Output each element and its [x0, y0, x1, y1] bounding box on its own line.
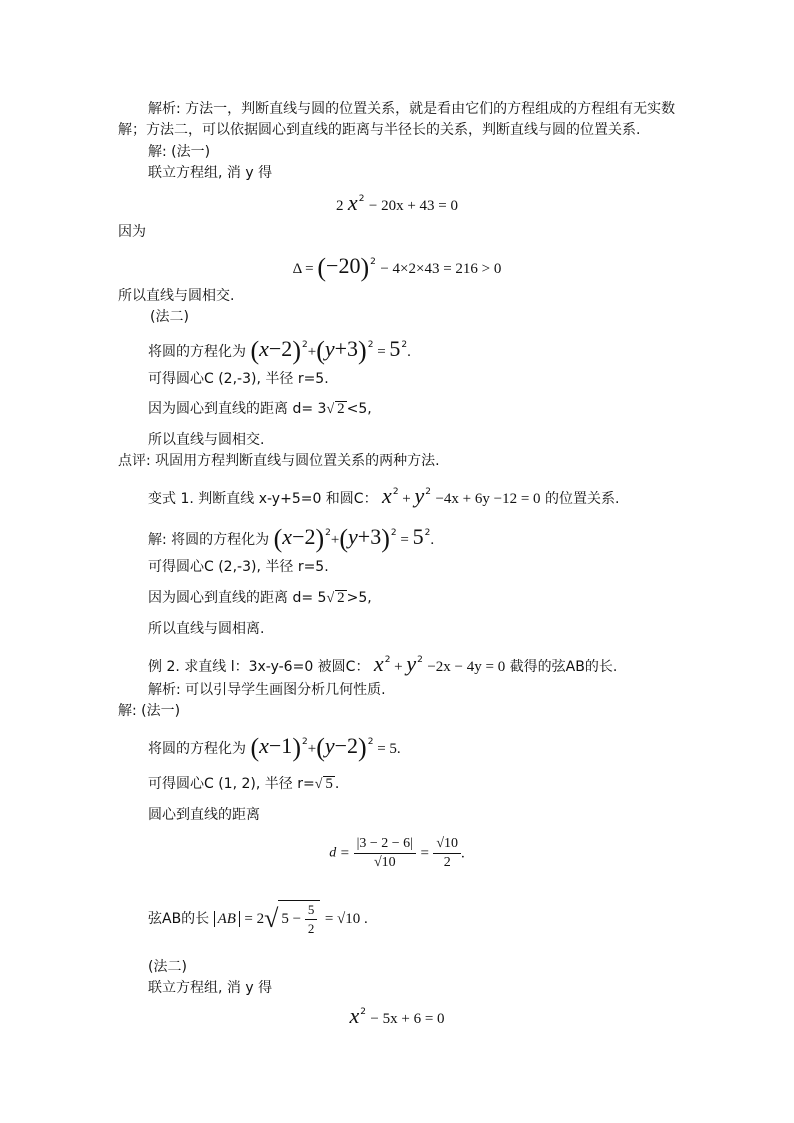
- distance-line-a: 因为圆心到直线的距离 d= 3√ 2 <5,: [148, 401, 372, 417]
- solution-method1-label: 解: (法一): [148, 144, 211, 160]
- comment-line: 点评: 巩固用方程判断直线与圆位置关系的两种方法.: [118, 453, 440, 469]
- circle-standard-form-c: 将圆的方程化为 $(x-1)^2+(y-2)^2 = 5$.: [148, 733, 401, 762]
- analysis-line-2: 解；方法二，可以依据圆心到直线的距离与半径长的关系，判断直线与圆的位置关系.: [118, 122, 641, 138]
- variant1-line: 变式 1. 判断直线 x-y+5=0 和圆C： $x^2 + y^2 -4x + 6y -12 = 0$ 的位置关系.: [148, 483, 620, 508]
- distance-line-b: 因为圆心到直线的距离 d= 5√ 2 >5,: [148, 590, 372, 606]
- distance-label-b: 因为圆心到直线的距离 d= 5: [148, 590, 327, 606]
- conclusion-intersect-2: 所以直线与圆相交.: [148, 432, 265, 448]
- distance-tail-b: >5,: [346, 590, 372, 606]
- conclusion-intersect-1: 所以直线与圆相交.: [118, 288, 235, 304]
- eliminate-y-line: 联立方程组, 消 y 得: [148, 165, 273, 181]
- example2-text: 例 2. 求直线 l：3x-y-6=0 被圆C：: [148, 659, 370, 675]
- distance-tail-a: <5,: [346, 401, 372, 417]
- because-label: 因为: [118, 224, 146, 240]
- variant1-tail: 的位置关系.: [545, 491, 620, 507]
- distance-result-numerator: √10: [433, 835, 461, 854]
- distance-fraction: [354, 835, 416, 872]
- distance-label: 圆心到直线的距离: [148, 807, 260, 823]
- distance-result-denominator: 2: [443, 855, 451, 870]
- analysis-2: 解析: 可以引导学生画图分析几何性质.: [148, 682, 386, 698]
- variant1-text: 变式 1. 判断直线 x-y+5=0 和圆C：: [148, 491, 378, 507]
- distance-numerator: |3 − 2 − 6|: [354, 835, 416, 854]
- center-radius-c-tail: .: [334, 776, 340, 792]
- example2-line: 例 2. 求直线 l：3x-y-6=0 被圆C： $x^2 + y^2 -2x - 4y = 0$ 截得的弦AB的长.: [148, 651, 618, 676]
- solution-method1-label-b: 解: (法一): [118, 703, 181, 719]
- circle-standard-form-a: 将圆的方程化为 $(x-2)^2+(y+3)^2 = 5^2$.: [148, 336, 411, 365]
- distance-label-a: 因为圆心到直线的距离 d= 3: [148, 401, 327, 417]
- chord-result: = √10 .: [324, 911, 368, 927]
- analysis-line-1: 解析: 方法一，判断直线与圆的位置关系，就是看由它们的方程组成的方程组有无实数: [148, 101, 676, 117]
- circle-standard-label-c: 将圆的方程化为: [148, 741, 246, 757]
- equation-1: 2 $x^2 - 20x + 43 = 0$: [335, 190, 459, 215]
- distance-formula: d = $\frac{|3 - 2 - 6|}{√10}$ = $\frac{√10}{2}$ .: [329, 836, 465, 870]
- method2-label-b: (法二): [148, 959, 187, 975]
- chord-label: 弦AB的长: [148, 911, 210, 927]
- eliminate-y-line-2: 联立方程组, 消 y 得: [148, 980, 273, 996]
- discriminant-rest: − 4×2×43 = 216 > 0: [380, 261, 502, 277]
- equation-1-rest: − 20x + 43 = 0: [368, 198, 459, 214]
- equation-last: $x^2 - 5x + 6 = 0$: [349, 1003, 445, 1028]
- example2-tail: 截得的弦AB的长.: [509, 659, 618, 675]
- center-radius-c: 可得圆心C (1, 2), 半径 r=√ 5 .: [148, 776, 340, 792]
- equation-last-rest: − 5x + 6 = 0: [370, 1011, 445, 1027]
- example2-eq-rest: −2x − 4y = 0: [427, 659, 506, 675]
- circle-standard-label-a: 将圆的方程化为: [148, 344, 246, 360]
- center-radius-b: 可得圆心C (2,-3), 半径 r=5.: [148, 559, 329, 575]
- center-radius-a: 可得圆心C (2,-3), 半径 r=5.: [148, 371, 329, 387]
- method2-label: (法二): [150, 309, 189, 325]
- chord-length-line: 弦AB的长 AB = 2√ 5 − $\frac{5}{2}$ = √10 .: [148, 902, 368, 936]
- circle-standard-form-b: 解: 将圆的方程化为 $(x-2)^2+(y+3)^2 = 5^2$.: [148, 524, 435, 553]
- distance-result: [433, 835, 461, 872]
- distance-denominator: √10: [373, 855, 396, 870]
- conclusion-separate: 所以直线与圆相离.: [148, 621, 265, 637]
- variant-solution-label: 解: 将圆的方程化为: [148, 532, 270, 548]
- variant1-eq-rest: −4x + 6y −12 = 0: [435, 491, 541, 507]
- discriminant-equation: $\Delta = (-20)^2 - 4\times 2\times 43 = 216 > 0$: [292, 253, 502, 282]
- center-radius-c-label: 可得圆心C (1, 2), 半径 r=: [148, 776, 315, 792]
